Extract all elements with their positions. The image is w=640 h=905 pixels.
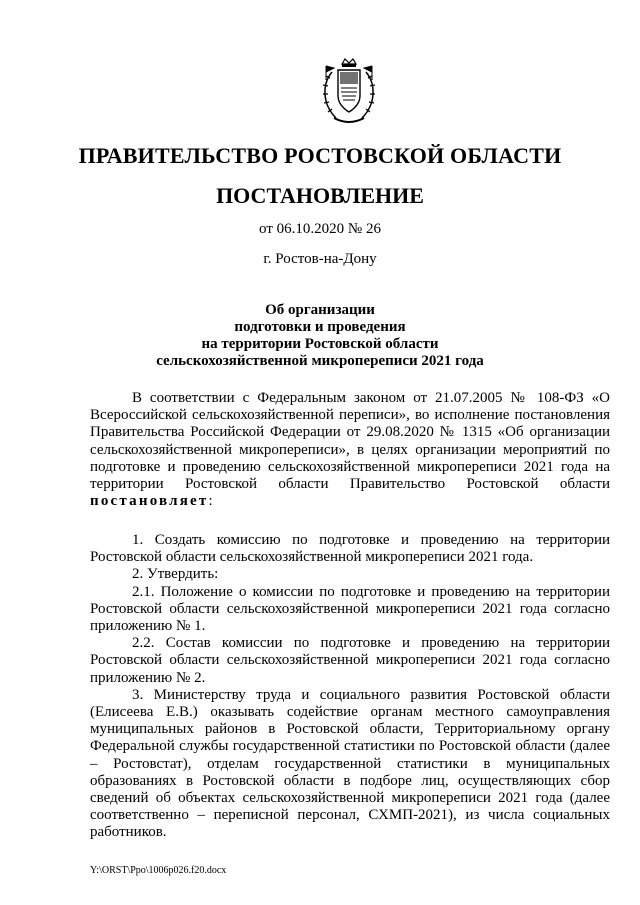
resolves-word: постановляет (90, 493, 209, 510)
resolution-item: 2.1. Положение о комиссии по подготовке и проведению на территории Ростовской области сельскохозяйственной микропереписи 2021 года согласно приложению № 1. (90, 583, 610, 635)
preamble (90, 390, 610, 510)
subject-line: сельскохозяйственной микропереписи 2021 года (156, 353, 484, 369)
subject-line: на территории Ростовской области (201, 336, 439, 352)
city: г. Ростов-на-Дону (263, 251, 377, 267)
subject-line: Об организации (265, 302, 375, 318)
file-path: Y:\ORST\Ppo\1006p026.f20.docx (90, 865, 227, 876)
resolution-items (90, 532, 610, 842)
resolution-item: 2.2. Состав комиссии по подготовке и проведению на территории Ростовской области сельскохозяйственной микропереписи 2021 года согласно приложению № 2. (90, 635, 610, 686)
preamble-colon: : (208, 493, 213, 510)
resolution-item: 2. Утвердить: (132, 566, 219, 583)
resolution-item: 1. Создать комиссию по подготовке и проведению на территории Ростовской области сельскохозяйственной микропереписи 2021 года. (90, 532, 610, 566)
document-subject (0, 302, 640, 370)
preamble-paragraph (90, 390, 610, 510)
subject-line: подготовки и проведения (234, 319, 406, 335)
preamble-text: В соответствии с Федеральным законом от 21.07.2005 № 108-ФЗ «О Всероссийской сельскохозяйственной переписи», во исполнение постановления Правительства Российской Федерации от 29.08.2020 № 1315 «Об организации сельскохозяйственной микропереписи», в целях организации мероприятий по подготовке и проведению сельскохозяйственной микропереписи 2021 года на территории Ростовской области Правительство Ростовской области (90, 390, 610, 493)
document-type: ПОСТАНОВЛЕНИЕ (216, 183, 424, 208)
coat-of-arms-icon (318, 58, 380, 126)
government-title: ПРАВИТЕЛЬСТВО РОСТОВСКОЙ ОБЛАСТИ (78, 143, 562, 168)
resolution-item: 3. Министерству труда и социального развития Ростовской области (Елисеева Е.В.) оказывать содействие органам местного самоуправления муниципальных районов в Ростовской области, Территориальному органу Федеральной службы государственной статистики по Ростовской области (далее – Ростовстат), отделам государственной статистики в муниципальных образованиях в Ростовской области в подборе лиц, осуществляющих сбор сведений об объектах сельскохозяйственной микропереписи 2021 года (далее соответственно – переписной персонал, СХМП-2021), из числа социальных работников. (90, 686, 610, 841)
date-and-number: от 06.10.2020 № 26 (259, 221, 381, 237)
